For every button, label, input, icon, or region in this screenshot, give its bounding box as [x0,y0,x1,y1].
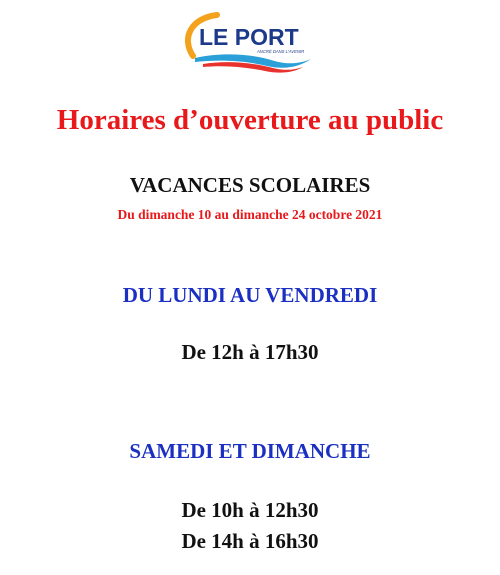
schedule-hours-weekend-morning: De 10h à 12h30 [181,498,319,522]
logo-tagline: ANCRÉ DANS L'AVENIR [257,49,305,54]
schedule-days-weekdays: DU LUNDI AU VENDREDI [122,283,378,307]
notice-title: Horaires d’ouverture au public [56,104,444,136]
schedule-hours-weekend-afternoon: De 14h à 16h30 [181,529,319,553]
le-port-logo [181,12,326,74]
schedule-hours-weekdays: De 12h à 17h30 [181,340,319,364]
period-heading: VACANCES SCOLAIRES [129,173,371,197]
le-port-logo-graphic [181,12,326,74]
period-dates: Du dimanche 10 au dimanche 24 octobre 2021 [117,207,383,222]
logo-name: LE PORT [199,24,299,50]
schedule-days-weekend: SAMEDI ET DIMANCHE [129,439,371,463]
